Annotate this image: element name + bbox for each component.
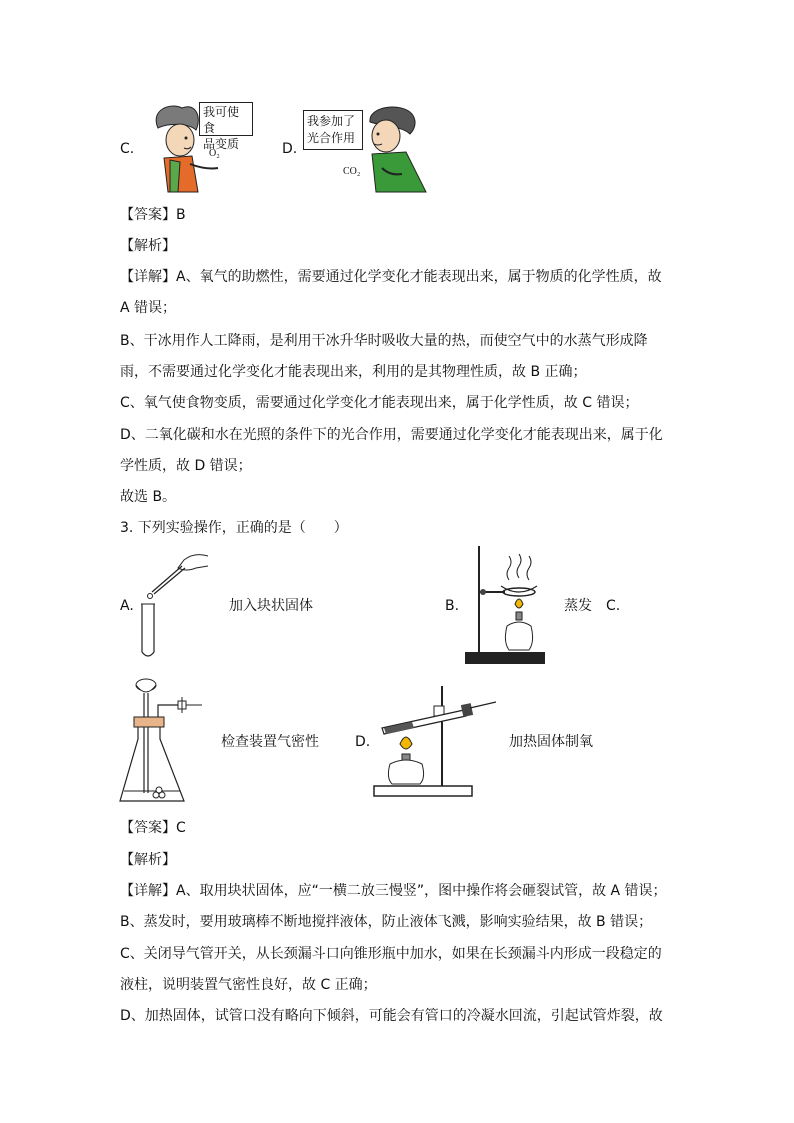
speech-bubble-d <box>303 110 363 150</box>
formula-o2: O₂ <box>209 148 220 159</box>
heating-solid-oxygen-illustration <box>372 682 498 804</box>
option-c-label: C. <box>606 598 621 614</box>
q3-line-4: 液柱，说明装置气密性良好，故 C 正确； <box>120 977 377 993</box>
q3-line-3: C、关闭导气管开关，从长颈漏斗口向锥形瓶中加水，如果在长颈漏斗内形成一段稳定的 <box>120 946 662 962</box>
q2-line-1: 【详解】A、氧气的助燃性，需要通过化学变化才能表现出来，属于物质的化学性质，故 <box>120 269 662 285</box>
q3-question: 3. 下列实验操作，正确的是（ ） <box>120 520 348 536</box>
bubble-d-line1: 我参加了 <box>307 114 356 128</box>
airtightness-flask-illustration <box>118 675 208 807</box>
formula-co2: CO₂ <box>343 166 361 177</box>
q2-line-3: B、干冰用作人工降雨，是利用干冰升华时吸收大量的热，而使空气中的水蒸气形成降 <box>120 333 648 349</box>
q3-answer: 【答案】C <box>120 820 186 836</box>
q2-line-8: 故选 B。 <box>120 489 177 505</box>
bubble-c-line2: 品变质 <box>203 137 240 151</box>
q3-analysis-heading: 【解析】 <box>120 852 176 868</box>
option-a-text: 加入块状固体 <box>229 598 313 614</box>
q2-answer: 【答案】B <box>120 207 186 223</box>
q2-line-2: A 错误； <box>120 300 177 316</box>
speech-bubble-c <box>199 102 253 151</box>
test-tube-solid-illustration <box>138 548 213 660</box>
q3-line-5: D、加热固体，试管口没有略向下倾斜，可能会有管口的冷凝水回流，引起试管炸裂，故 <box>120 1008 663 1024</box>
boy-cartoon-illustration <box>362 100 432 195</box>
option-c-text: 检查装置气密性 <box>221 734 319 750</box>
q2-line-4: 雨，不需要通过化学变化才能表现出来，利用的是其物理性质，故 B 正确； <box>120 364 587 380</box>
option-c-label: C. <box>120 141 135 157</box>
q3-line-2: B、蒸发时，要用玻璃棒不断地搅拌液体，防止液体飞溅，影响实验结果，故 B 错误； <box>120 914 653 930</box>
bubble-c-line1: 我可使食 <box>203 105 240 135</box>
option-d-label: D. <box>355 734 371 750</box>
option-d-label: D. <box>282 141 298 157</box>
q2-analysis-heading: 【解析】 <box>120 238 176 254</box>
option-b-label: B. <box>445 598 460 614</box>
bubble-d-line2: 光合作用 <box>307 131 356 145</box>
evaporation-setup-illustration <box>463 542 547 666</box>
q2-line-5: C、氧气使食物变质，需要通过化学变化才能表现出来，属于化学性质，故 C 错误； <box>120 395 639 411</box>
q3-line-1: 【详解】A、取用块状固体，应“一横二放三慢竖”，图中操作将会砸裂试管，故 A 错误； <box>120 883 667 899</box>
option-d-text: 加热固体制氧 <box>509 734 593 750</box>
option-b-text: 蒸发 <box>564 598 592 614</box>
option-a-label: A. <box>120 598 134 614</box>
q2-line-7: 学性质，故 D 错误； <box>120 458 252 474</box>
q2-line-6: D、二氧化碳和水在光照的条件下的光合作用，需要通过化学变化才能表现出来，属于化 <box>120 427 663 443</box>
